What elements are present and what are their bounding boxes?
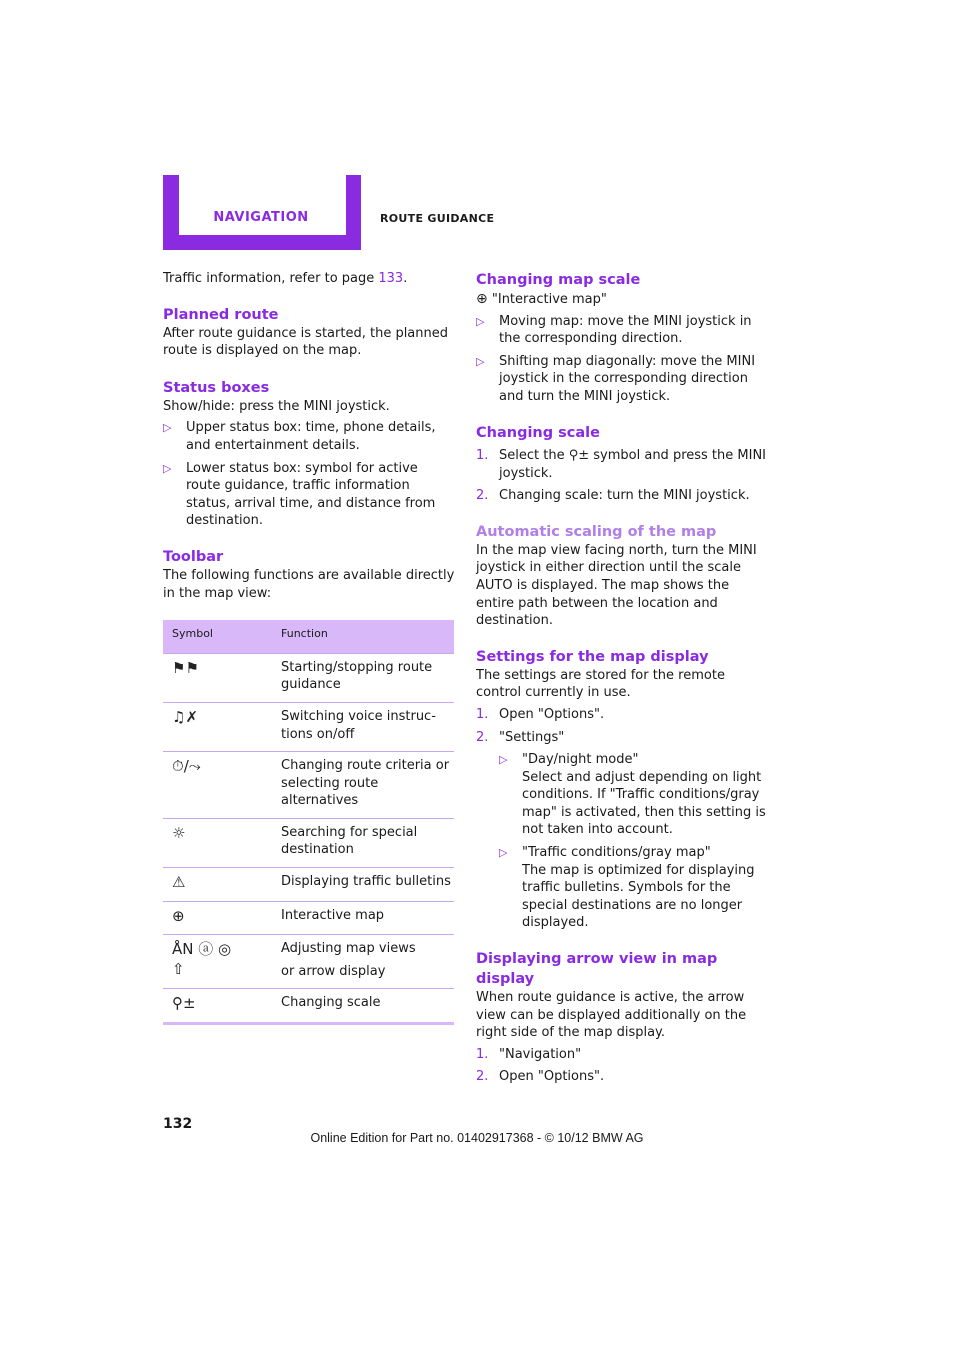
interactive-map-icon: ⊕ <box>172 906 185 925</box>
list-item: ▷ Shifting map diagonally: move the MINI joystick in the corresponding direction and turn the MINI joystick. <box>476 353 756 404</box>
arrow-display-icon: ⇧ <box>172 959 185 978</box>
arrow-view-steps <box>476 1046 768 1086</box>
arrow-bullet-icon: ▷ <box>163 461 172 475</box>
arrow-bullet-icon: ▷ <box>163 421 172 435</box>
scale-heading: Changing scale <box>476 424 600 441</box>
change-scale-icon: ⚲± <box>568 447 590 463</box>
section-label: ROUTE GUIDANCE <box>380 212 495 225</box>
map-scale-list <box>476 313 768 406</box>
toolbar-heading: Toolbar <box>163 548 224 565</box>
map-scale-sub: ⊕ "Interactive map" <box>476 291 607 307</box>
table-row: ☼ Searching for special destination <box>163 818 454 867</box>
page-number: 132 <box>163 1116 193 1132</box>
map-scale-heading: Changing map scale <box>476 272 641 288</box>
table-row: ⚲± Changing scale <box>163 989 454 1024</box>
settings-text: The settings are stored for the remote control currently in use. <box>476 667 725 701</box>
auto-scaling-text: In the map view facing north, turn the MINI joystick in either direction until the scale AUTO is displayed. The map shows the entire path between the location and destination. <box>476 542 757 629</box>
interactive-map-icon: ⊕ <box>476 291 488 307</box>
toolbar-text: The following functions are available directly in the map view: <box>163 567 455 601</box>
page-link[interactable]: 133 <box>378 271 404 286</box>
status-boxes-list <box>163 419 455 530</box>
route-criteria-icon: ⏱/⤳ <box>172 757 201 776</box>
arrow-bullet-icon: ▷ <box>499 846 508 860</box>
left-column <box>163 270 455 1025</box>
traffic-warning-icon: ⚠ <box>172 873 186 892</box>
planned-route-text: After route guidance is started, the planned route is displayed on the map. <box>163 325 449 359</box>
col-function: Function <box>272 620 454 653</box>
list-item: 2. Open "Options". <box>476 1069 605 1085</box>
change-scale-icon: ⚲± <box>172 994 196 1013</box>
toolbar-table <box>163 620 454 1025</box>
auto-scaling-heading: Automatic scaling of the map <box>476 523 717 540</box>
list-item: ▷ "Traffic conditions/gray map" The map is optimized for displaying traffic bulletins. Symbols for the special destinations are no longer displayed. <box>499 845 755 931</box>
list-item: ▷ Moving map: move the MINI joystick in the corresponding direction. <box>476 313 752 347</box>
checkered-flags-icon: ⚑⚑ <box>172 658 199 677</box>
table-row: ♫✗ Switching voice instructions on/off <box>163 702 454 751</box>
settings-sublist <box>499 751 768 932</box>
footer-edition: Online Edition for Part no. 01402917368 - © 10/12 BMW AG <box>310 1131 644 1145</box>
arrow-view-heading: Displaying arrow view in map display <box>476 951 718 988</box>
list-item: 1. Open "Options". <box>476 706 605 722</box>
chapter-label: NAVIGATION <box>213 210 309 225</box>
table-row: ⚑⚑ Starting/stopping route guidance <box>163 653 454 702</box>
table-row: ⏱/⤳ Changing route criteria or selecting route alternatives <box>163 752 454 819</box>
col-symbol: Symbol <box>163 620 272 653</box>
voice-instructions-icon: ♫✗ <box>172 707 199 726</box>
arrow-bullet-icon: ▷ <box>476 354 485 368</box>
intro-paragraph: Traffic information, refer to page 133. <box>163 271 408 286</box>
arrow-bullet-icon: ▷ <box>499 753 508 767</box>
list-item: ▷ "Day/night mode" Select and adjust depending on light conditions. If "Traffic conditions/gray map" is activated, then this setting is not taken into account. <box>499 752 766 838</box>
list-item: 2. "Settings" ▷ "Day/night mode" Select and adjust depending on light conditions. If "Traffic conditions/gray map" is activated, then this setting is not taken into account. ▷ "Traffic conditions/gray map" The map is optimized for displaying traffic bulletins. Symbols for the special destinations are no longer displayed. <box>476 729 768 933</box>
scale-steps <box>476 447 768 505</box>
status-boxes-text: Show/hide: press the MINI joystick. <box>163 398 390 414</box>
arrow-bullet-icon: ▷ <box>476 314 485 328</box>
list-item: ▷ Lower status box: symbol for active route guidance, traffic information status, arrival time, and distance from destination. <box>163 460 436 529</box>
list-item: 1. "Navigation" <box>476 1046 582 1062</box>
arrow-view-text: When route guidance is active, the arrow view can be displayed additionally on the right side of the map display. <box>476 990 747 1041</box>
settings-steps <box>476 706 768 932</box>
right-column <box>476 270 768 1091</box>
table-row: ⚠ Displaying traffic bulletins <box>163 868 454 902</box>
list-item: 2. Changing scale: turn the MINI joystick. <box>476 488 750 504</box>
map-views-icon: ÅN ⓐ ◎ <box>172 940 232 959</box>
chapter-tab-inner <box>179 175 346 235</box>
table-row: ÅN ⓐ ◎ ⇧ Adjusting map views or arrow display <box>163 935 454 989</box>
list-item: ▷ Upper status box: time, phone details, and entertainment details. <box>163 420 436 453</box>
planned-route-heading: Planned route <box>163 306 279 323</box>
special-destination-icon: ☼ <box>172 823 186 842</box>
settings-heading: Settings for the map display <box>476 648 709 665</box>
status-boxes-heading: Status boxes <box>163 379 270 396</box>
table-row: ⊕ Interactive map <box>163 901 454 935</box>
list-item: 1. Select the ⚲± symbol and press the MINI joystick. <box>476 447 767 481</box>
